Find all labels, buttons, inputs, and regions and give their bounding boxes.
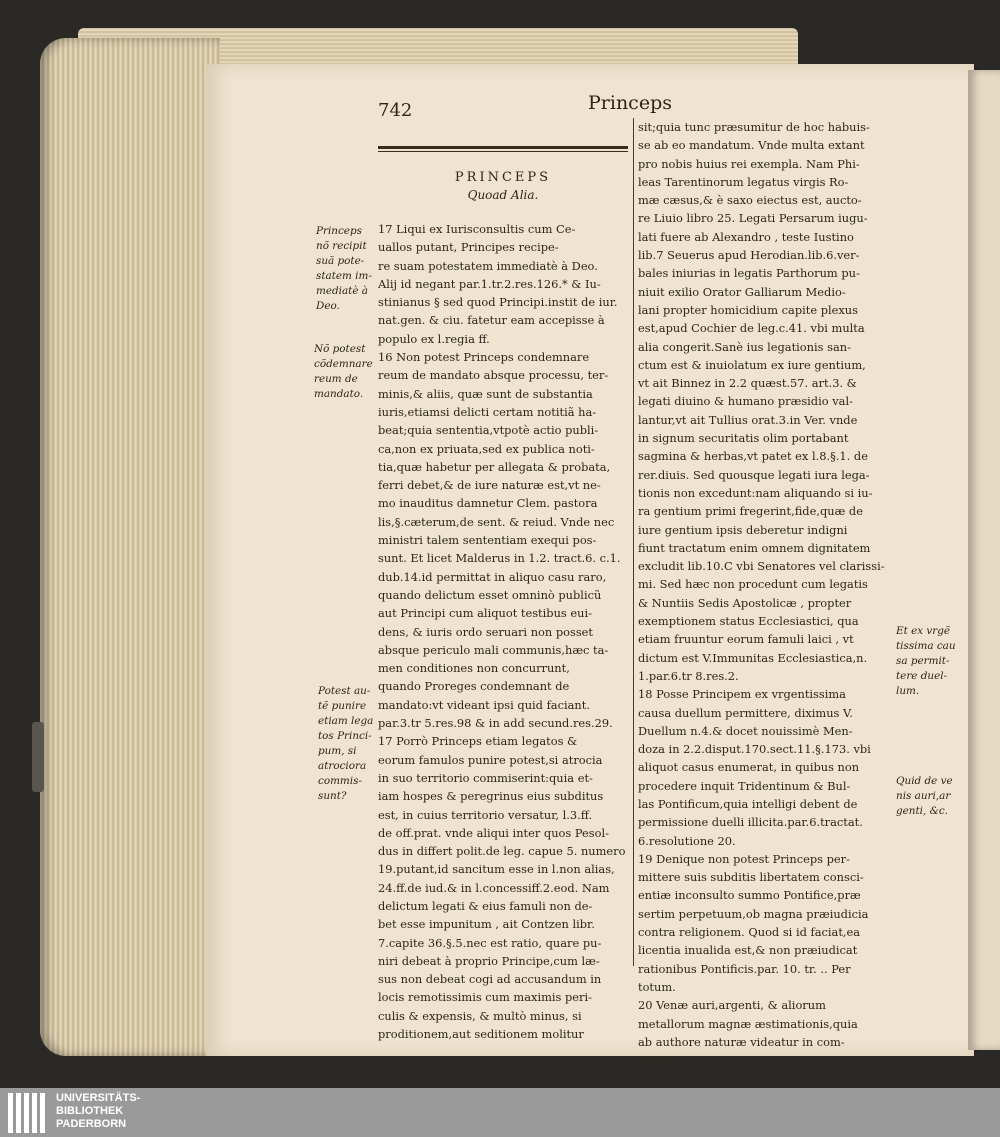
- text-line: bet esse impunitum , ait Contzen libr.: [378, 917, 595, 932]
- text-line: in suo territorio commiserint:quia et-: [378, 770, 593, 785]
- margin-note-line: tissima cau: [896, 640, 956, 652]
- margin-note-line: suã pote-: [316, 255, 365, 267]
- text-line: fiunt tractatum enim omnem dignitatem: [638, 540, 871, 555]
- text-line: bales iniurias in legatis Parthorum pu-: [638, 266, 860, 281]
- text-line: dens, & iuris ordo seruari non posset: [378, 624, 593, 639]
- text-line: ministri talem sententiam exequi pos-: [378, 533, 597, 548]
- text-line: stinianus § sed quod Principi.instit de iur.: [378, 295, 618, 310]
- text-line: locis remotissimis cum maximis peri-: [378, 990, 592, 1005]
- text-line: metallorum magnæ æstimationis,quia: [638, 1016, 858, 1031]
- text-line: 1.par.6.tr 8.res.2.: [638, 668, 739, 683]
- text-line: Duellum n.4.& docet nouissimè Men-: [638, 723, 853, 738]
- text-line: 16 Non potest Princeps condemnare: [378, 350, 590, 365]
- page-stack-edge: [40, 38, 220, 1056]
- margin-note-line: nis auri,ar: [896, 790, 951, 802]
- text-line: ca,non ex priuata,sed ex publica noti-: [378, 441, 595, 456]
- margin-note-line: Quid de ve: [896, 775, 953, 787]
- library-footer: [0, 1088, 1000, 1137]
- library-name-line2: BIBLIOTHEK: [56, 1105, 124, 1117]
- text-line: tionis non excedunt:nam aliquando si iu-: [638, 485, 873, 500]
- text-line: mittere suis subditis libertatem consci-: [638, 870, 864, 885]
- next-page-edge: [968, 70, 1000, 1050]
- margin-note-line: statem im-: [316, 270, 372, 282]
- right-column: [638, 118, 896, 1069]
- text-line: rer.diuis. Sed quousque legati iura lega-: [638, 467, 870, 482]
- text-line: 24.ff.de iud.& in l.concessiff.2.eod. Nam: [378, 880, 610, 895]
- text-line: mandato:vt videant ipsi quid faciant.: [378, 697, 590, 712]
- text-line: ra gentium primi fregerint,fide,quæ de: [638, 504, 863, 519]
- text-line: sunt. Et licet Malderus in 1.2. tract.6. c.1.: [378, 551, 621, 566]
- text-line: & Nuntiis Sedis Apostolicæ , propter: [638, 595, 852, 610]
- text-line: tia,quæ habetur per allegata & probata,: [378, 459, 611, 474]
- library-logo-icon: [8, 1093, 48, 1133]
- text-line: sertim perpetuum,ob magna præiudicia: [638, 906, 869, 921]
- margin-note-line: atrociora: [318, 760, 367, 772]
- margin-note-line: mediatè à: [316, 285, 368, 297]
- text-line: vt ait Binnez in 2.2 quæst.57. art.3. &: [638, 376, 857, 391]
- left-column: [378, 220, 630, 1043]
- margin-note-4: [896, 624, 956, 699]
- library-name: [56, 1092, 140, 1131]
- margin-note-line: lum.: [896, 685, 920, 697]
- margin-note-line: tos Princi-: [318, 730, 372, 742]
- margin-note-line: Nõ potest: [314, 343, 366, 355]
- margin-note-line: Potest au-: [318, 685, 371, 697]
- text-line: causa duellum permittere, diximus V.: [638, 705, 853, 720]
- text-line: permissione duelli illicita.par.6.tractat.: [638, 815, 863, 830]
- text-line: sit;quia tunc præsumitur de hoc habuis-: [638, 120, 870, 134]
- text-line: mæ cæsus,& è saxo eiectus est, aucto-: [638, 193, 862, 208]
- text-line: 18 Posse Principem ex vrgentissima: [638, 687, 846, 702]
- text-line: lib.7 Seuerus apud Herodian.lib.6.ver-: [638, 248, 860, 263]
- margin-note-line: cõdemnare: [314, 358, 373, 370]
- text-line: contra religionem. Quod si id faciat,ea: [638, 925, 861, 940]
- text-line: aliquot casus enumerat, in quibus non: [638, 760, 860, 775]
- text-line: las Pontificum,quia intelligi debent de: [638, 796, 858, 811]
- text-line: niri debeat à proprio Principe,cum læ-: [378, 953, 600, 968]
- text-line: beat;quia sententia,vtpotè actio publi-: [378, 423, 599, 438]
- text-line: ctum est & inuiolatum ex iure gentium,: [638, 357, 866, 372]
- margin-note-line: sa permit-: [896, 655, 950, 667]
- text-line: iure gentium ipsis deberetur indigni: [638, 522, 848, 537]
- margin-note-line: Princeps: [316, 225, 362, 237]
- text-line: lis,§.cæterum,de sent. & reiud. Vnde nec: [378, 514, 615, 529]
- text-line: aut Principi cum aliquot testibus eui-: [378, 606, 592, 621]
- text-line: re suam potestatem immediatè à Deo.: [378, 258, 598, 273]
- text-line: ferri debet,& de iure naturæ est,vt ne-: [378, 478, 601, 493]
- text-line: re Liuio libro 25. Legati Persarum iugu-: [638, 211, 868, 226]
- text-line: 6.resolutione 20.: [638, 833, 736, 848]
- margin-note-line: tere duel-: [896, 670, 948, 682]
- text-line: uallos putant, Principes recipe-: [378, 240, 559, 255]
- margin-note-line: reum de: [314, 373, 358, 385]
- text-line: proditionem,aut seditionem molitur: [378, 1027, 584, 1042]
- margin-note-2: [314, 342, 373, 402]
- text-line: totum.: [638, 979, 676, 994]
- section-subtitle: Quoad Alia.: [467, 188, 539, 202]
- text-line: de off.prat. vnde aliqui inter quos Pesol-: [378, 825, 609, 840]
- header-rule: [378, 146, 628, 149]
- text-line: eorum famulos punire potest,si atrocia: [378, 752, 603, 767]
- text-line: lani propter homicidium capite plexus: [638, 302, 858, 317]
- text-line: dus in differt polit.de leg. capue 5. numero: [378, 844, 626, 859]
- text-line: dub.14.id permittat in aliquo casu raro,: [378, 569, 607, 584]
- text-line: quando delictum esset omninò publicũ: [378, 587, 602, 602]
- text-line: minis,& aliis, quæ sunt de substantia: [378, 386, 593, 401]
- margin-note-line: Et ex vrgẽ: [896, 625, 951, 637]
- text-line: se ab eo mandatum. Vnde multa extant: [638, 138, 865, 153]
- text-line: dictum est V.Immunitas Ecclesiastica,n.: [638, 650, 868, 665]
- text-line: ab authore naturæ videatur in com-: [638, 1034, 845, 1049]
- library-name-line3: PADERBORN: [56, 1118, 127, 1130]
- text-line: mi. Sed hæc non procedunt cum legatis: [638, 577, 868, 592]
- text-line: leas Tarentinorum legatus virgis Ro-: [638, 174, 849, 189]
- text-line: iuris,etiamsi delicti certam notitiã ha-: [378, 404, 597, 419]
- text-line: iam hospes & peregrinus eius subditus: [378, 789, 604, 804]
- text-line: procedere inquit Tridentinum & Bul-: [638, 778, 851, 793]
- library-name-line1: UNIVERSITÄTS-: [56, 1092, 141, 1104]
- text-line: culis & expensis, & multò minus, si: [378, 1008, 582, 1023]
- margin-note-1: [316, 224, 372, 314]
- margin-note-5: [896, 774, 953, 819]
- margin-note-line: etiam lega: [318, 715, 374, 727]
- text-line: entiæ inconsulto summo Pontifice,præ: [638, 888, 861, 903]
- text-line: populo ex l.regia ff.: [378, 331, 490, 346]
- text-line: 19 Denique non potest Princeps per-: [638, 851, 850, 866]
- text-line: licentia inualida est,& non præiudicat: [638, 943, 858, 958]
- margin-note-line: tẽ punire: [318, 700, 367, 712]
- header-rule-thin: [378, 151, 628, 152]
- text-line: lati fuere ab Alexandro , teste Iustino: [638, 229, 854, 244]
- text-line: absque periculo mali communis,hæc ta-: [378, 642, 609, 657]
- text-line: nat.gen. & ciu. fatetur eam accepisse à: [378, 313, 605, 328]
- text-line: exemptionem status Ecclesiastici, qua: [638, 614, 859, 629]
- margin-note-line: sunt?: [318, 790, 347, 802]
- text-line: Alij id negant par.1.tr.2.res.126.* & Iu-: [378, 276, 601, 291]
- text-line: mo inauditus damnetur Clem. pastora: [378, 496, 598, 511]
- running-head: Princeps: [588, 92, 672, 114]
- margin-note-line: nõ recipit: [316, 240, 367, 252]
- margin-note-line: commis-: [318, 775, 362, 787]
- text-line: etiam fruuntur eorum famuli laici , vt: [638, 632, 854, 647]
- page-number: 742: [378, 100, 413, 121]
- text-line: 7.capite 36.§.5.nec est ratio, quare pu-: [378, 935, 602, 950]
- text-line: reum de mandato absque processu, ter-: [378, 368, 609, 383]
- margin-note-line: mandato.: [314, 388, 364, 400]
- text-line: pro nobis huius rei exempla. Nam Phi-: [638, 156, 860, 171]
- text-line: rationibus Pontificis.par. 10. tr. .. Per: [638, 961, 851, 976]
- margin-note-line: pum, si: [318, 745, 357, 757]
- margin-note-line: genti, &c.: [896, 805, 948, 817]
- margin-note-line: Deo.: [316, 300, 340, 312]
- text-line: 17 Porrò Princeps etiam legatos &: [378, 734, 578, 749]
- text-line: par.3.tr 5.res.98 & in add secund.res.29.: [378, 716, 613, 731]
- text-line: est, in cuius territorio versatur, l.3.ff.: [378, 807, 593, 822]
- text-line: 19.putant,id sancitum esse in l.non alias,: [378, 862, 615, 877]
- text-line: sus non debeat cogi ad accusandum in: [378, 972, 602, 987]
- text-line: lantur,vt ait Tullius orat.3.in Ver. vnde: [638, 412, 858, 427]
- text-line: alia congerit.Sanè ius legationis san-: [638, 339, 851, 354]
- text-line: mune,: [638, 1053, 674, 1068]
- margin-note-3: [318, 684, 373, 804]
- text-line: quando Proreges condemnant de: [378, 679, 570, 694]
- text-line: excludit lib.10.C vbi Senatores vel clarissi-: [638, 559, 885, 574]
- text-line: sagmina & herbas,vt patet ex l.8.§.1. de: [638, 449, 868, 464]
- text-line: men conditiones non concurrunt,: [378, 661, 570, 676]
- text-line: 20 Venæ auri,argenti, & aliorum: [638, 998, 826, 1013]
- text-line: legati diuino & humano præsidio val-: [638, 394, 853, 409]
- text-line: delictum legati & eius famuli non de-: [378, 898, 593, 913]
- text-line: in signum securitatis olim portabant: [638, 431, 849, 446]
- column-divider: [633, 118, 634, 966]
- text-line: doza in 2.2.disput.170.sect.11.§.173. vbi: [638, 742, 871, 757]
- section-title: PRINCEPS: [454, 170, 552, 185]
- clasp: [32, 722, 44, 792]
- text-line: est,apud Cochier de leg.c.41. vbi multa: [638, 321, 865, 336]
- text-line: niuit exilio Orator Galliarum Medio-: [638, 284, 846, 299]
- text-line: 17 Liqui ex Iurisconsultis cum Ce-: [378, 222, 576, 236]
